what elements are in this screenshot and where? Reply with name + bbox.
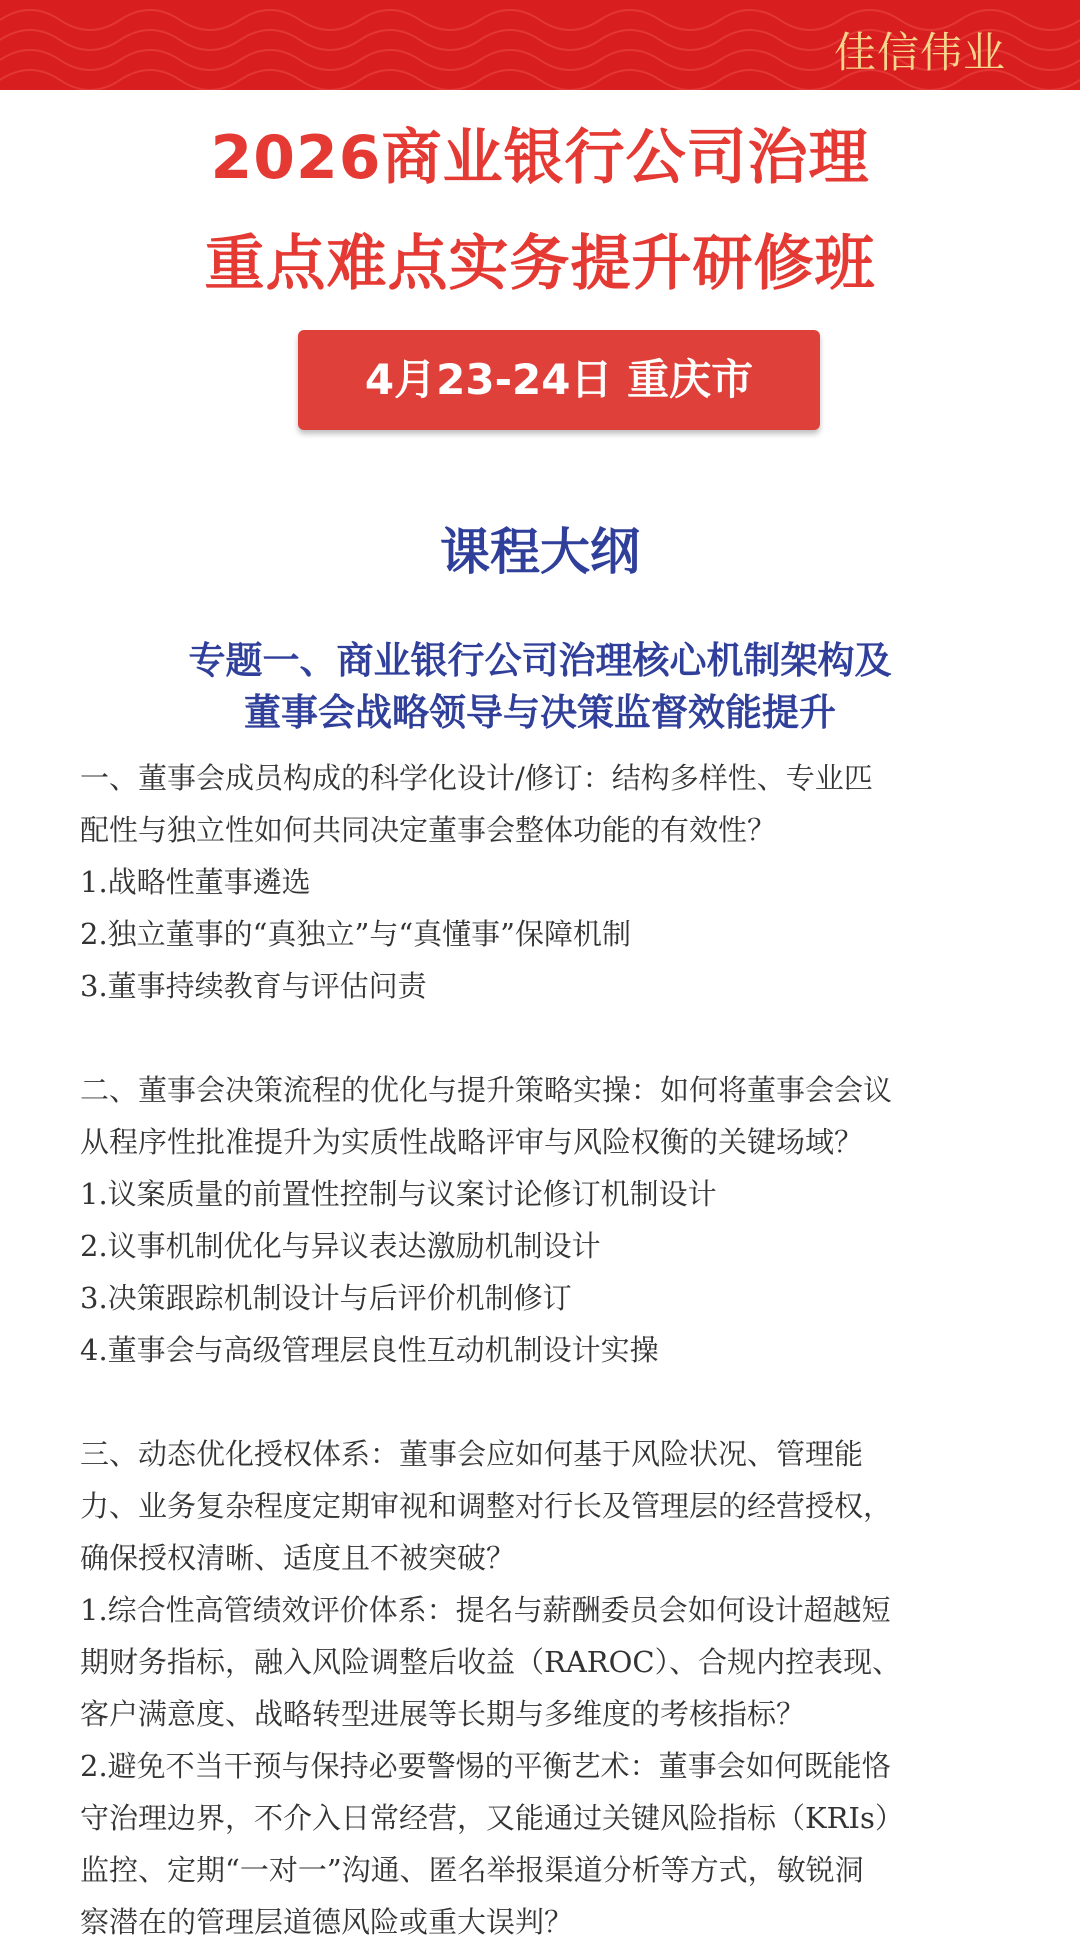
outline-line: 2.独立董事的“真独立”与“真懂事”保障机制 (80, 917, 631, 951)
page-title-line-1: 2026商业银行公司治理 (210, 123, 870, 193)
top-banner (0, 0, 1080, 90)
outline-line: 监控、定期“一对一”沟通、匿名举报渠道分析等方式，敏锐洞 (80, 1853, 864, 1887)
outline-line: 2.议事机制优化与异议表达激励机制设计 (80, 1229, 601, 1263)
outline-line: 1.战略性董事遴选 (80, 865, 311, 899)
outline-line: 守治理边界，不介入日常经营，又能通过关键风险指标（KRIs） (80, 1801, 904, 1835)
brand-label: 佳信伟业 (833, 28, 1006, 77)
outline-line: 察潜在的管理层道德风险或重大误判？ (80, 1905, 574, 1939)
outline-line: 期财务指标，融入风险调整后收益（RAROC）、合规内控表现、 (80, 1645, 902, 1679)
outline-line: 1.议案质量的前置性控制与议案讨论修订机制设计 (80, 1177, 717, 1211)
page-title-line-2: 重点难点实务提升研修班 (204, 229, 876, 299)
outline-line: 确保授权清晰、适度且不被突破？ (80, 1541, 516, 1575)
outline-line: 三、动态优化授权体系：董事会应如何基于风险状况、管理能 (80, 1437, 864, 1471)
outline-line: 配性与独立性如何共同决定董事会整体功能的有效性？ (80, 813, 777, 847)
outline-line: 一、董事会成员构成的科学化设计/修订：结构多样性、专业匹 (80, 761, 873, 795)
topic-heading-line-1: 专题一、商业银行公司治理核心机制架构及 (188, 639, 892, 682)
outline-line: 力、业务复杂程度定期审视和调整对行长及管理层的经营授权， (80, 1489, 893, 1523)
topic-heading-line-2: 董事会战略领导与决策监督效能提升 (244, 691, 836, 734)
outline-line: 客户满意度、战略转型进展等长期与多维度的考核指标？ (80, 1697, 806, 1731)
section-title: 课程大纲 (440, 523, 640, 581)
outline-line: 3.决策跟踪机制设计与后评价机制修订 (80, 1281, 572, 1315)
outline-line: 二、董事会决策流程的优化与提升策略实操：如何将董事会会议 (80, 1073, 893, 1107)
outline-line: 1.综合性高管绩效评价体系：提名与薪酬委员会如何设计超越短 (80, 1593, 891, 1627)
outline-line: 3.董事持续教育与评估问责 (80, 969, 427, 1003)
outline-line: 4.董事会与高级管理层良性互动机制设计实操 (80, 1333, 659, 1367)
outline-line: 从程序性批准提升为实质性战略评审与风险权衡的关键场域？ (80, 1125, 864, 1159)
outline-line: 2.避免不当干预与保持必要警惕的平衡艺术：董事会如何既能恪 (80, 1749, 891, 1783)
date-location-badge: 4月23-24日 重庆市 (298, 330, 820, 430)
